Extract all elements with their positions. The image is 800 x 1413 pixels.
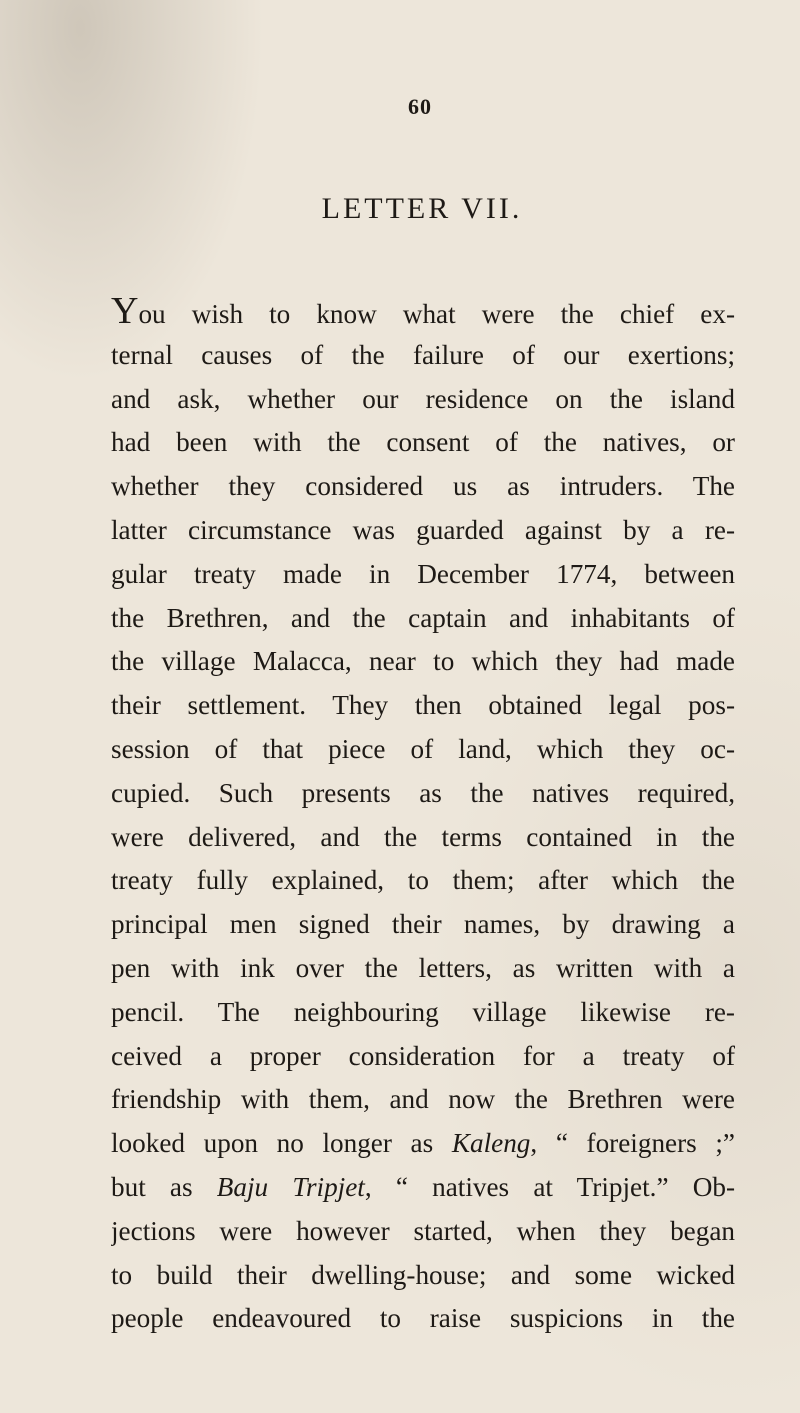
text-line: but as Baju Tripjet, “ natives at Tripjet.” Ob-	[111, 1171, 735, 1202]
text-line: cupied. Such presents as the natives required,	[111, 777, 735, 808]
text-line: had been with the consent of the natives, or	[111, 427, 735, 458]
page-number: 60	[408, 94, 432, 119]
text-line: and ask, whether our residence on the island	[111, 383, 735, 414]
letter-body	[111, 290, 735, 1341]
italic-word: Baju Tripjet	[216, 1171, 365, 1202]
text-line: looked upon no longer as Kaleng, “ foreigners ;”	[111, 1128, 735, 1159]
text-line: treaty fully explained, to them; after which the	[111, 865, 735, 896]
italic-word: Kaleng	[451, 1128, 531, 1159]
text-line: to build their dwelling-house; and some wicked	[111, 1259, 735, 1290]
text-line: were delivered, and the terms contained in the	[111, 821, 735, 852]
text-line: the village Malacca, near to which they had made	[111, 646, 735, 677]
text-line: pen with ink over the letters, as written with a	[111, 952, 735, 983]
text-line: jections were however started, when they began	[111, 1215, 735, 1246]
text-line: ceived a proper consideration for a treaty of	[111, 1040, 735, 1071]
text-line: latter circumstance was guarded against by a re-	[111, 514, 735, 545]
text-line: the Brethren, and the captain and inhabitants of	[111, 602, 735, 633]
text-line: You wish to know what were the chief ex-	[111, 290, 735, 332]
letter-heading: LETTER VII.	[321, 192, 523, 225]
text-line: session of that piece of land, which they oc-	[111, 733, 735, 764]
text-line: principal men signed their names, by drawing a	[111, 909, 735, 940]
text-line: friendship with them, and now the Brethren were	[111, 1084, 735, 1115]
drop-cap: Y	[111, 290, 139, 332]
text-line: people endeavoured to raise suspicions in the	[111, 1303, 735, 1334]
text-line: pencil. The neighbouring village likewise re-	[111, 996, 735, 1027]
text-line: their settlement. They then obtained legal pos-	[111, 690, 735, 721]
text-line: ternal causes of the failure of our exertions;	[111, 339, 735, 370]
text-line: whether they considered us as intruders. The	[111, 471, 735, 502]
text-line: gular treaty made in December 1774, between	[111, 558, 735, 589]
